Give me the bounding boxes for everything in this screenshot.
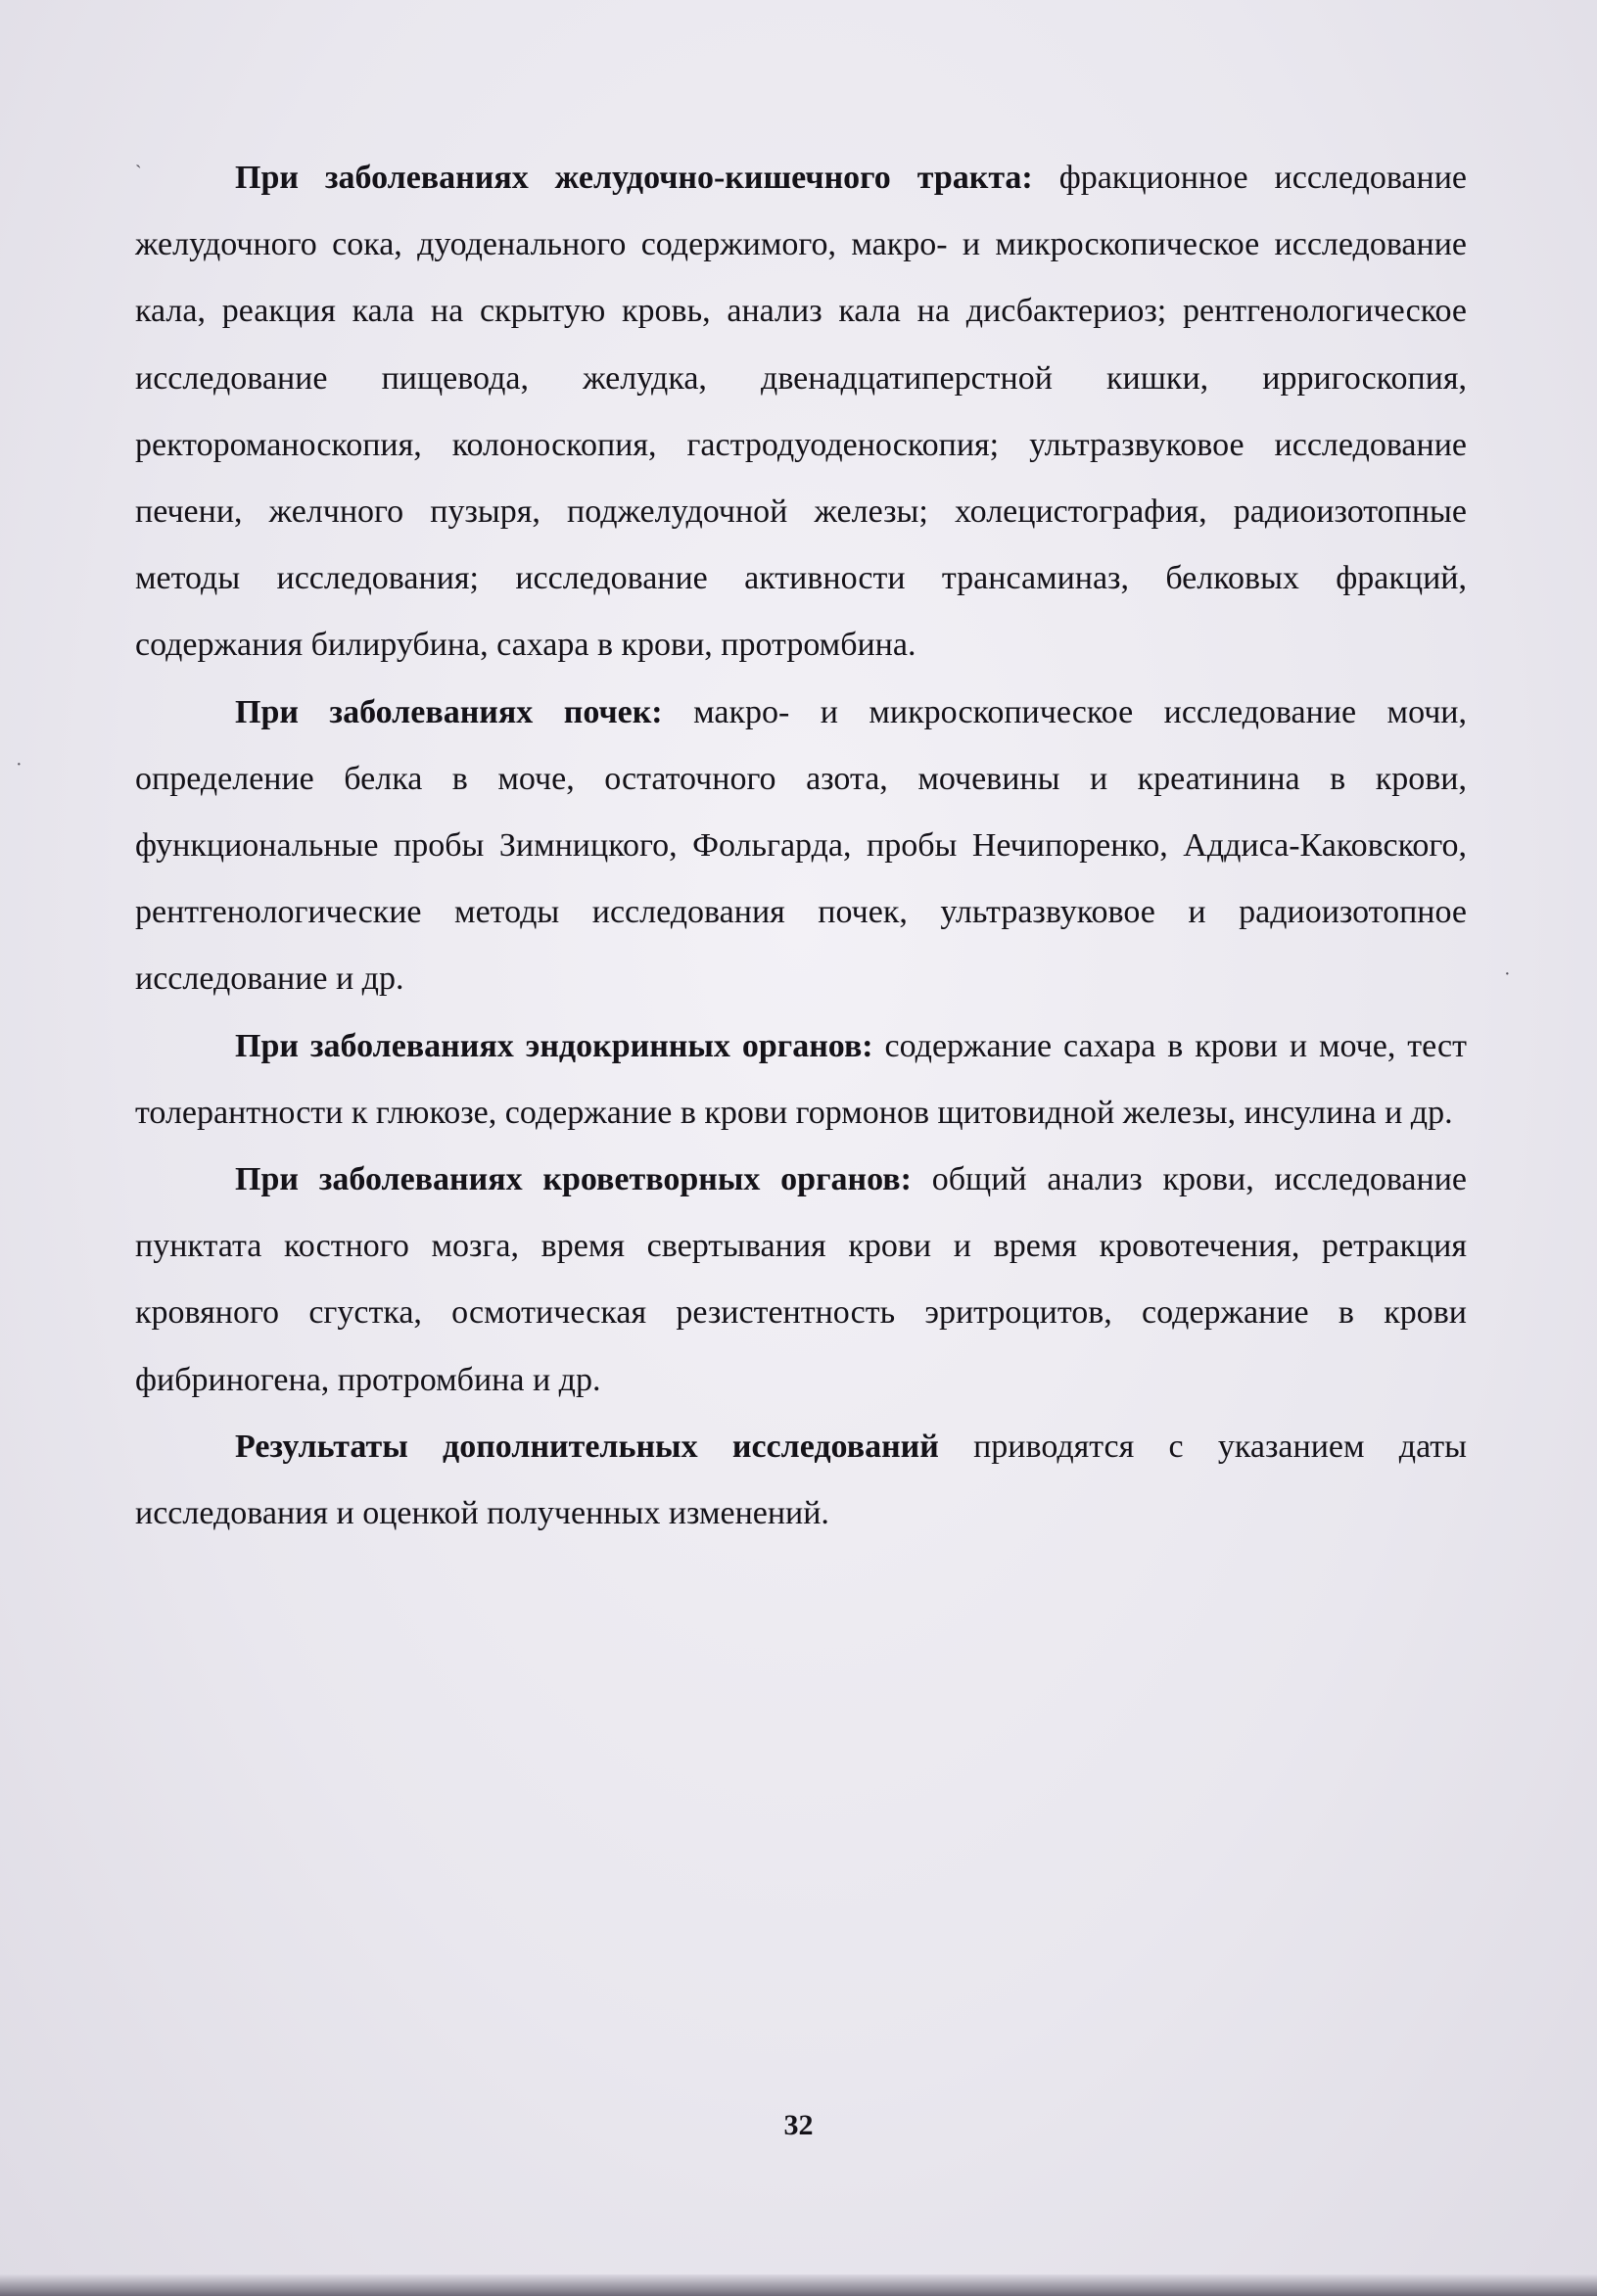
paragraph-body: макро- и микроскопическое исследование мочи, определение белка в моче, остаточного азота, мочевины и креатинина в крови, функциональные пробы Зимницкого, Фольгарда, пробы Нечипоренко, Аддиса-Каковского, рентгенологические методы исследования почек, ультразвуковое и радиоизотопное исследование и др.: [135, 693, 1467, 998]
paragraph-endocrine: [135, 1013, 1467, 1147]
paragraph-kidneys: [135, 679, 1467, 1013]
scan-speck: ·: [1504, 963, 1511, 985]
paragraph-body: содержание сахара в крови и моче, тест толерантности к глюкозе, содержание в крови гормонов щитовидной железы, инсулина и др.: [135, 1027, 1467, 1131]
scan-speck: ·: [16, 754, 23, 775]
paragraph-hematopoietic: [135, 1147, 1467, 1414]
paragraph-body: приводятся с указанием даты исследования и оценкой полученных изменений.: [135, 1428, 1467, 1532]
paragraph-results: [135, 1414, 1467, 1547]
paragraph-body: общий анализ крови, исследование пунктата костного мозга, время свертывания крови и время кровотечения, ретракция кровяного сгустка, осмотическая резистентность эритроцитов, содержание в крови фибриногена, протромбина и др.: [135, 1161, 1467, 1398]
paragraph-heading: При заболеваниях эндокринных органов:: [235, 1027, 873, 1064]
scan-speck: ˎ: [135, 147, 142, 168]
paragraph-heading: При заболеваниях желудочно-кишечного тракта:: [235, 160, 1033, 196]
page-number: 32: [783, 2109, 814, 2141]
body-text: [135, 145, 1467, 1547]
paragraph-gi-tract: [135, 145, 1467, 679]
paragraph-heading: Результаты дополнительных исследований: [235, 1428, 939, 1465]
paragraph-heading: При заболеваниях кроветворных органов:: [235, 1161, 912, 1198]
scan-bottom-edge: [0, 2274, 1597, 2296]
paragraph-heading: При заболеваниях почек:: [235, 693, 663, 730]
paragraph-body: фракционное исследование желудочного сока, дуоденального содержимого, макро- и микроскопическое исследование кала, реакция кала на скрытую кровь, анализ кала на дисбактериоз; рентгенологическое исследование пищевода, желудка, двенадцатиперстной кишки, ирригоскопия, ректороманоскопия, колоноскопия, гастродуоденоскопия; ультразвуковое исследование печени, желчного пузыря, поджелудочной железы; холецистография, радиоизотопные методы исследования; исследование активности трансаминаз, белковых фракций, содержания билирубина, сахара в крови, протромбина.: [135, 160, 1467, 664]
